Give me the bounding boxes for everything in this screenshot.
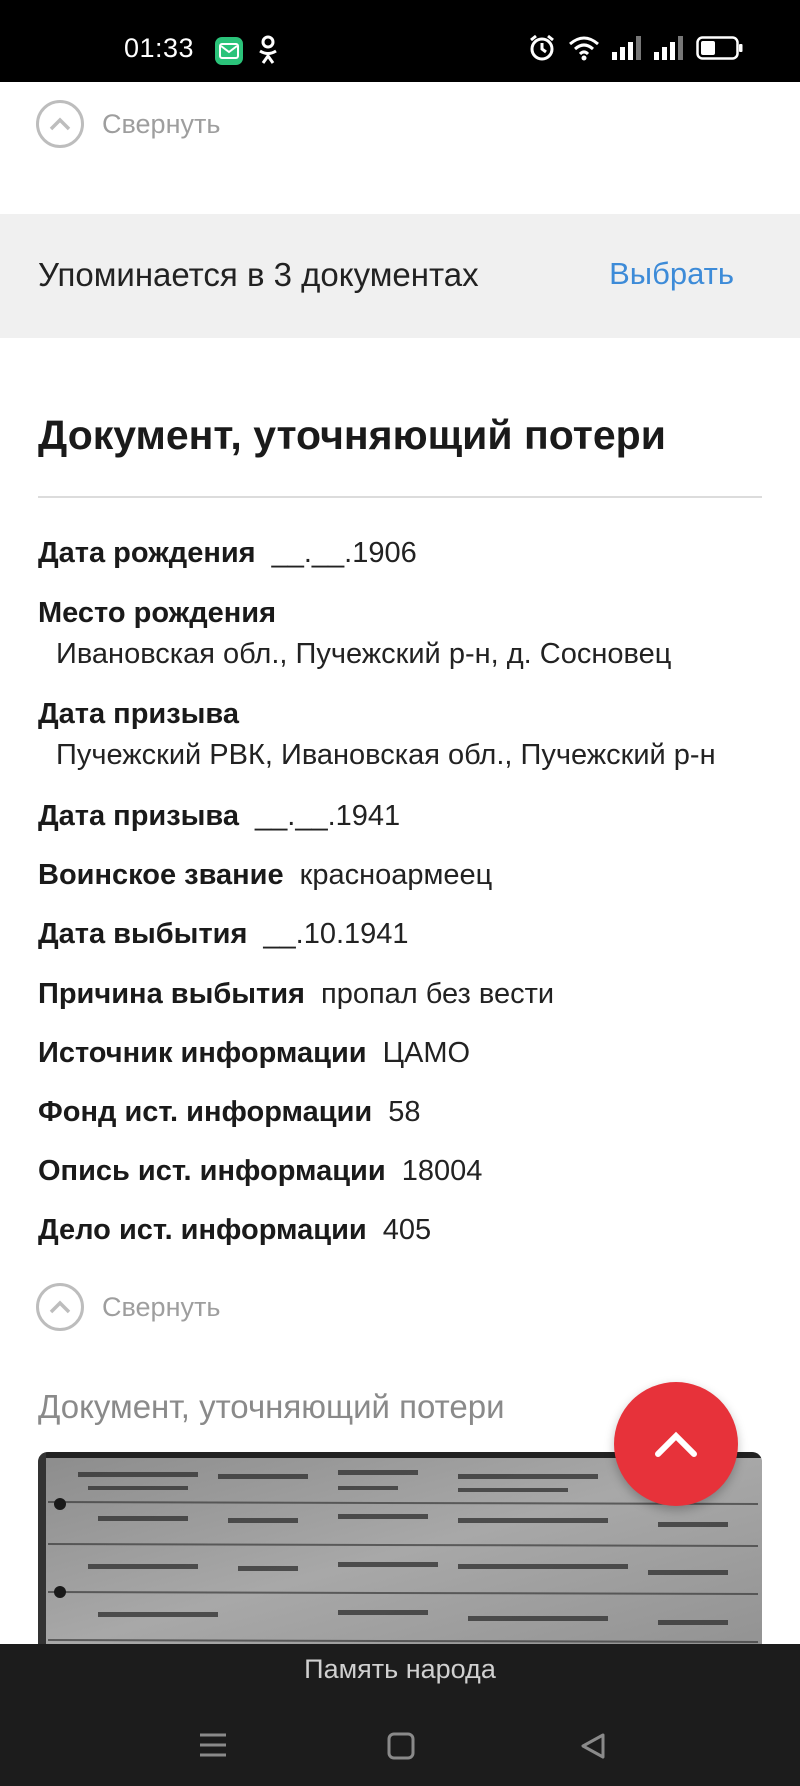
- message-app-icon: [215, 37, 243, 65]
- signal-icon: [654, 36, 684, 60]
- mentions-text: Упоминается в 3 документах: [38, 256, 479, 293]
- select-document-link[interactable]: Выбрать: [609, 256, 734, 291]
- field-leave-date: Дата выбытия __.10.1941: [38, 918, 409, 950]
- wifi-icon: [568, 35, 600, 61]
- app-brand-label: Память народа: [304, 1654, 496, 1684]
- field-fond: Фонд ист. информации 58: [38, 1096, 421, 1128]
- chevron-up-icon: [36, 100, 84, 148]
- field-delo: Дело ист. информации 405: [38, 1214, 432, 1246]
- content-area[interactable]: [0, 82, 800, 1644]
- field-birth-date: Дата рождения __.__.1906: [38, 537, 417, 569]
- odnoklassniki-icon: [256, 34, 280, 66]
- scroll-to-top-button[interactable]: [614, 1382, 738, 1506]
- field-opis: Опись ист. информации 18004: [38, 1155, 483, 1187]
- field-birth-place: Место рождения Ивановская обл., Пучежский р-н, д. Сосновец: [38, 597, 672, 670]
- field-source: Источник информации ЦАМО: [38, 1037, 471, 1069]
- field-draft-place: Дата призыва Пучежский РВК, Ивановская обл., Пучежский р-н: [38, 698, 716, 771]
- collapse-button-bottom[interactable]: [36, 1283, 220, 1331]
- alarm-icon: [528, 34, 556, 62]
- chevron-up-icon: [36, 1283, 84, 1331]
- status-time: 01:33: [124, 33, 195, 63]
- battery-icon: [696, 36, 744, 60]
- next-document-title: Документ, уточняющий потери: [38, 1388, 505, 1425]
- document-title: Документ, уточняющий потери: [38, 412, 666, 458]
- chevron-up-icon: [654, 1430, 698, 1458]
- home-icon[interactable]: [387, 1732, 415, 1760]
- field-rank: Воинское звание красноармеец: [38, 859, 493, 891]
- collapse-label: Свернуть: [102, 108, 221, 139]
- collapse-button-top[interactable]: [36, 100, 220, 148]
- field-draft-date: Дата призыва __.__.1941: [38, 800, 401, 832]
- mentions-band: [0, 214, 800, 338]
- collapse-label: Свернуть: [102, 1291, 221, 1322]
- menu-icon[interactable]: [198, 1732, 228, 1758]
- status-bar: [0, 0, 800, 82]
- signal-icon: [612, 36, 642, 60]
- divider: [38, 496, 762, 498]
- back-icon[interactable]: [579, 1732, 607, 1760]
- field-leave-reason: Причина выбытия пропал без вести: [38, 978, 555, 1010]
- bottom-bar: [0, 1644, 800, 1786]
